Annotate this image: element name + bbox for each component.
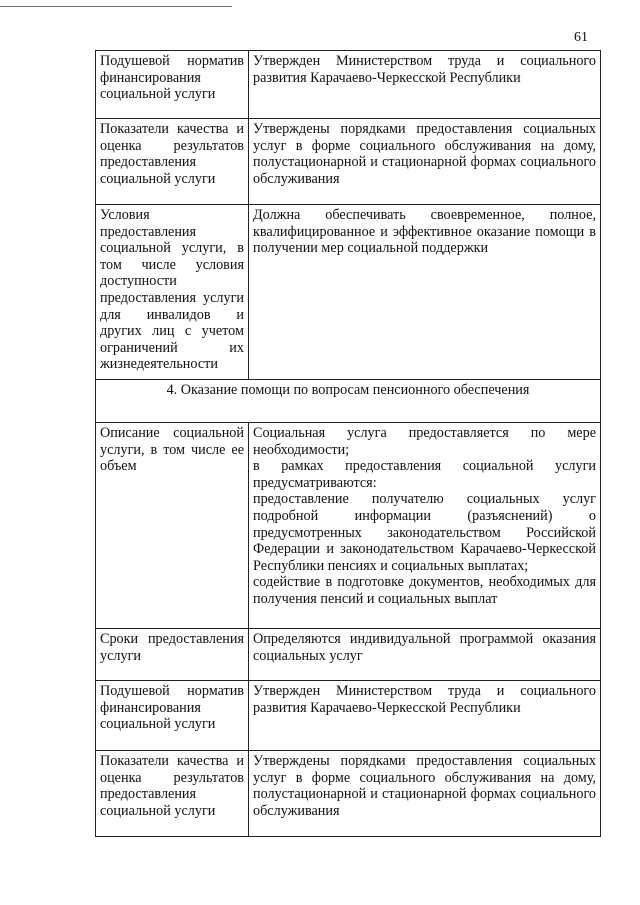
description-paragraph: Социальная услуга предоставляется по мере необходимости;: [253, 425, 596, 458]
description-paragraph: содействие в подготовке документов, необходимых для получения пенсий и социальных выплат: [253, 574, 596, 607]
description-paragraph: предоставление получателю социальных услуг подробной информации (разъяснений) о предусмотренных законодательством Российской Федерации и законодательством Карачаево-Черкесской Республики пенсиях и социальных выплатах;: [253, 491, 596, 574]
table-row: [96, 205, 601, 380]
row-label: Показатели качества и оценка результатов предоставления социальной услуги: [96, 751, 249, 837]
row-label: Сроки предоставления услуги: [96, 629, 249, 681]
top-margin-line: [0, 6, 232, 7]
row-label: Описание социальной услуги, в том числе ее объем: [96, 423, 249, 629]
page-number: 61: [574, 30, 588, 45]
table-row: [96, 119, 601, 205]
section-title: 4. Оказание помощи по вопросам пенсионного обеспечения: [96, 380, 601, 423]
services-table: [95, 50, 601, 837]
section-header-row: [96, 380, 601, 423]
row-label: Подушевой норматив финансирования социальной услуги: [96, 681, 249, 751]
row-label: Подушевой норматив финансирования социальной услуги: [96, 51, 249, 119]
table-row: [96, 629, 601, 681]
row-value: [249, 423, 601, 629]
row-label: Условия предоставления социальной услуги, в том числе условия доступности предоставления услуги для инвалидов и других лиц с учетом ограничений их жизнедеятельности: [96, 205, 249, 380]
description-paragraph: в рамках предоставления социальной услуги предусматриваются:: [253, 458, 596, 491]
table-row: [96, 423, 601, 629]
table-row: [96, 681, 601, 751]
row-value: Утвержден Министерством труда и социального развития Карачаево-Черкесской Республики: [249, 681, 601, 751]
row-label: Показатели качества и оценка результатов предоставления социальной услуги: [96, 119, 249, 205]
row-value: Утверждены порядками предоставления социальных услуг в форме социального обслуживания на дому, полустационарной и стационарной формах социального обслуживания: [249, 751, 601, 837]
row-value: Должна обеспечивать своевременное, полное, квалифицированное и эффективное оказание помощи в получении мер социальной поддержки: [249, 205, 601, 380]
table-row: [96, 51, 601, 119]
row-value: Утвержден Министерством труда и социального развития Карачаево-Черкесской Республики: [249, 51, 601, 119]
row-value: Утверждены порядками предоставления социальных услуг в форме социального обслуживания на дому, полустационарной и стационарной формах социального обслуживания: [249, 119, 601, 205]
row-value: Определяются индивидуальной программой оказания социальных услуг: [249, 629, 601, 681]
table-row: [96, 751, 601, 837]
